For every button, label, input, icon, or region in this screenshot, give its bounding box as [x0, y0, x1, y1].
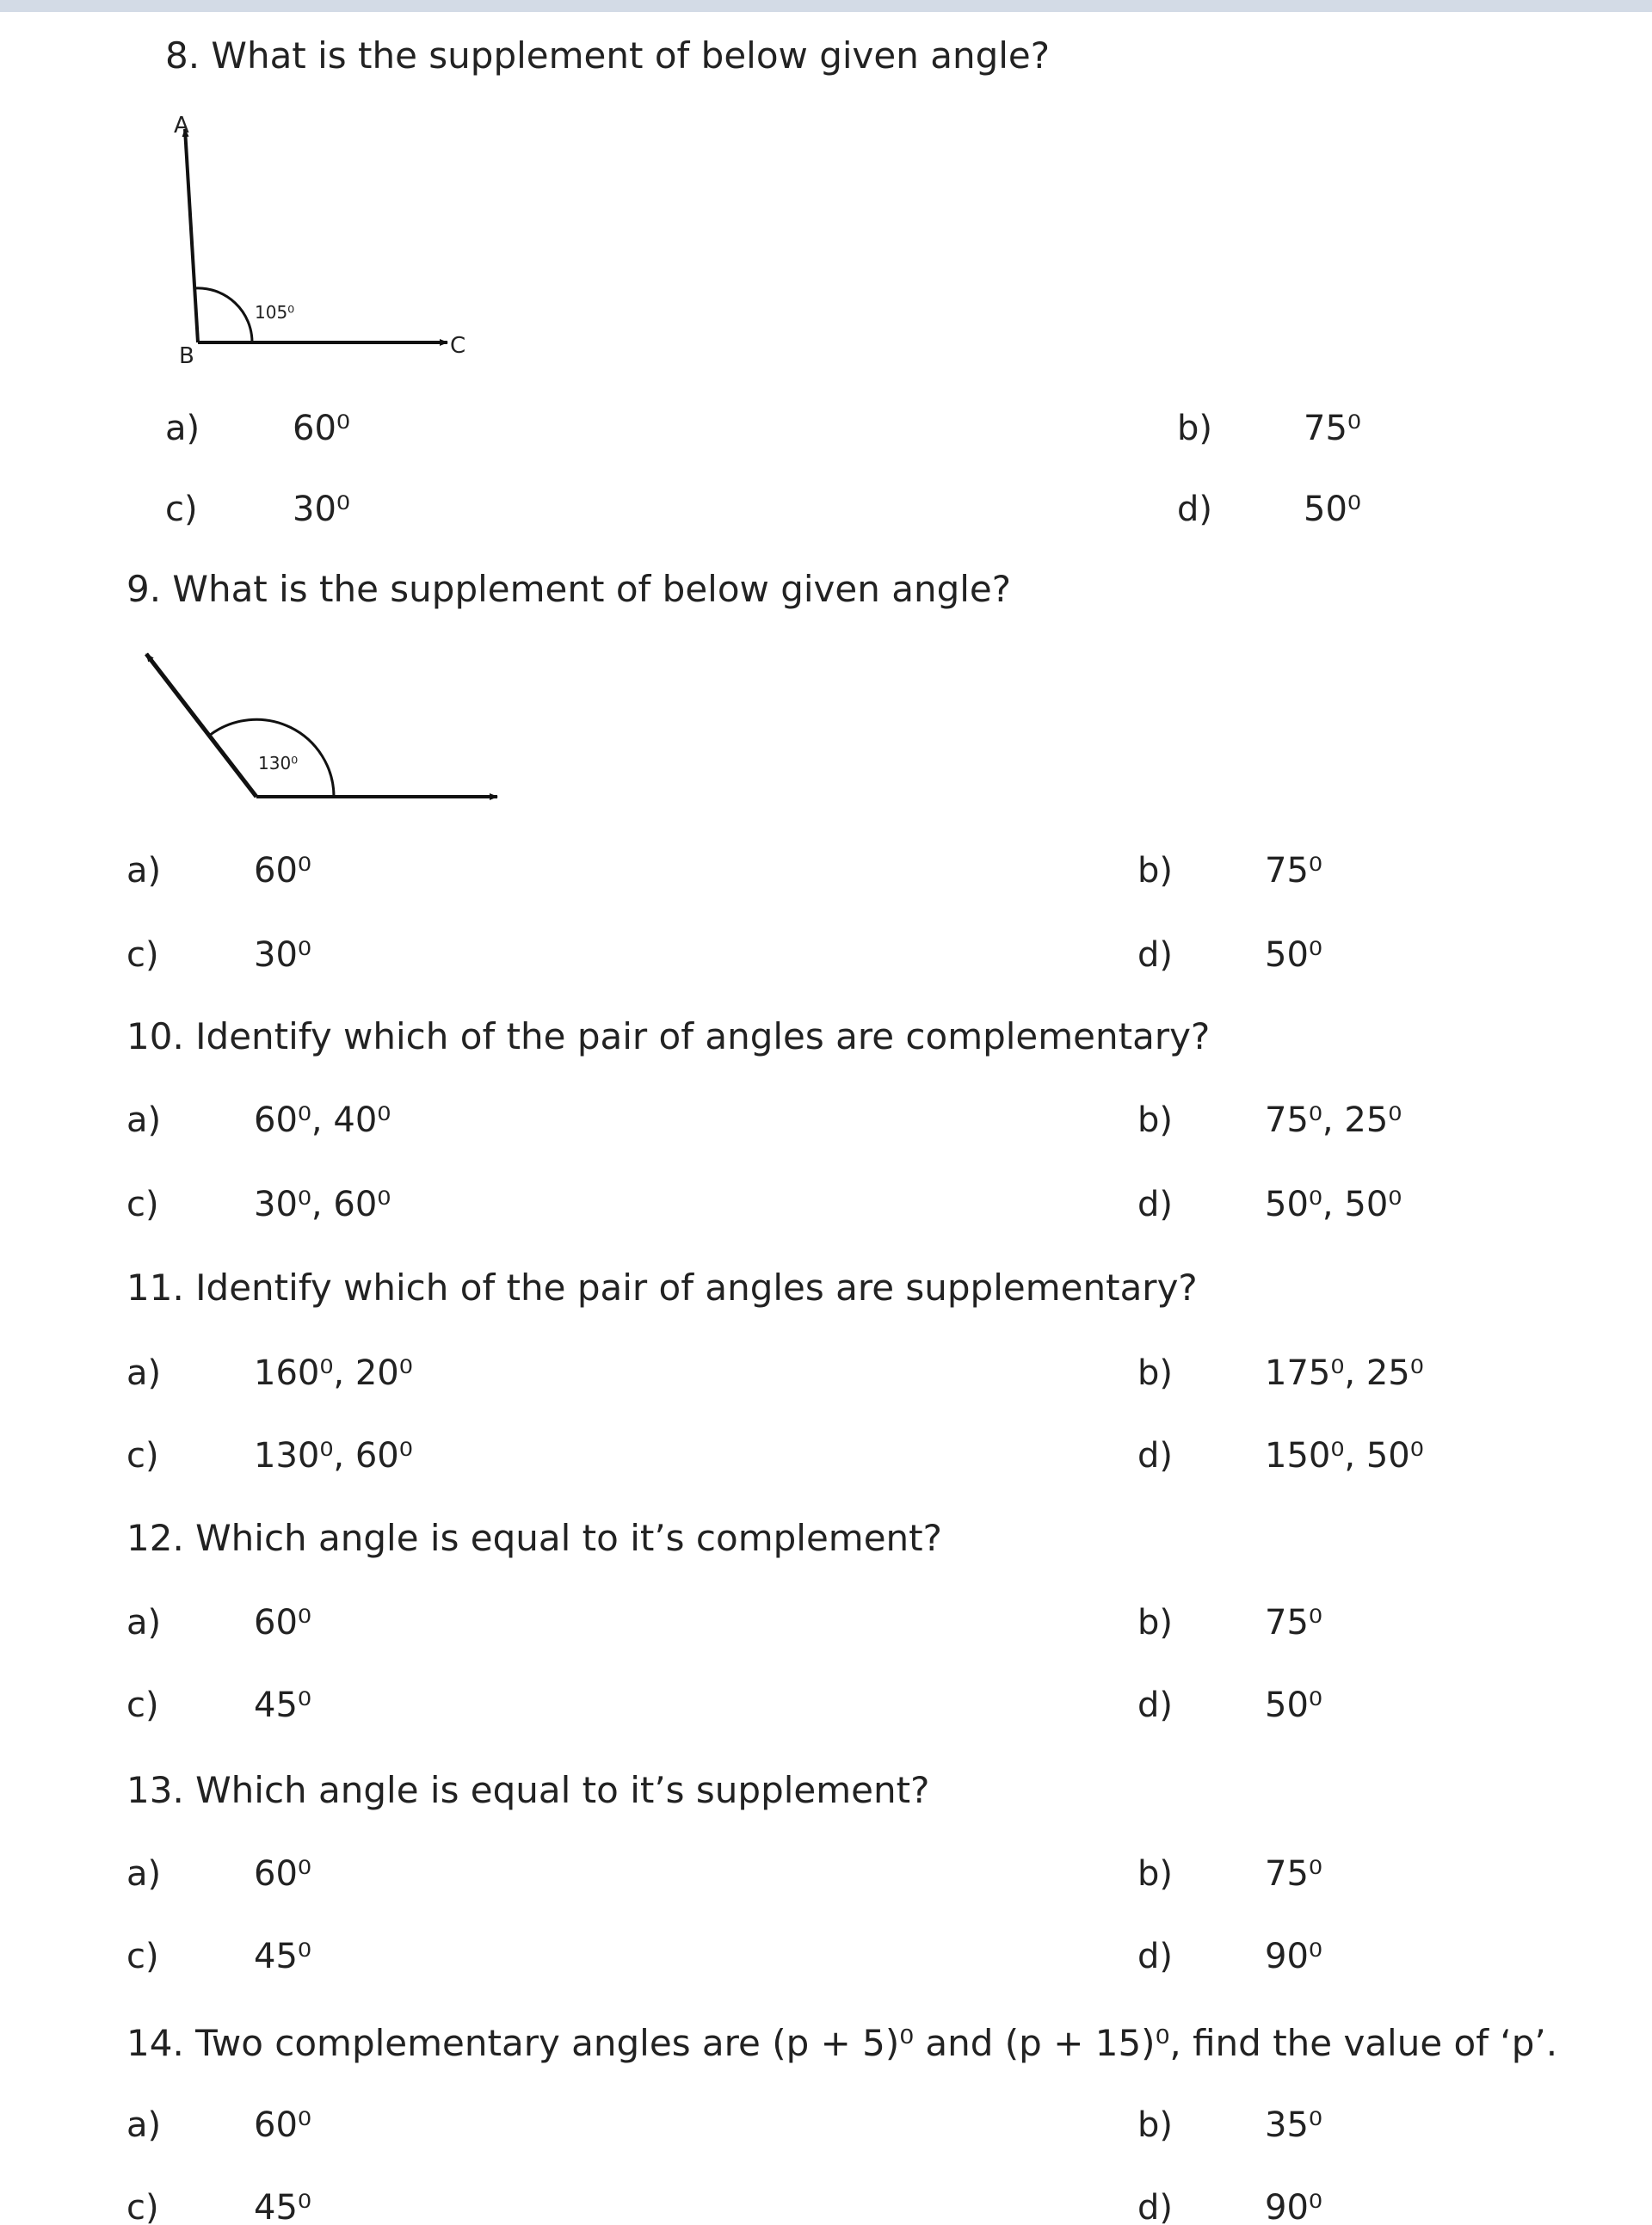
q10-option-a-value: 60⁰, 40⁰	[254, 1100, 391, 1140]
q9-option-a-value: 60⁰	[254, 851, 311, 891]
question-9-text: 9. What is the supplement of below given angle?	[126, 568, 1012, 610]
q12-option-b-value: 75⁰	[1265, 1603, 1322, 1643]
point-label-a: A	[174, 113, 189, 139]
q8-option-b-letter: b)	[1177, 409, 1212, 448]
q12-option-c-value: 45⁰	[254, 1686, 311, 1725]
q8-option-d-letter: d)	[1177, 490, 1212, 529]
q9-option-b-value: 75⁰	[1265, 851, 1322, 891]
question-14-text: 14. Two complementary angles are (p + 5)⁰ and (p + 15)⁰, find the value of ‘p’.	[126, 2022, 1558, 2064]
q13-option-d-value: 90⁰	[1265, 1937, 1322, 1976]
q11-option-a-letter: a)	[126, 1353, 162, 1393]
q13-option-c-letter: c)	[126, 1937, 159, 1976]
question-9-angle-figure	[129, 645, 516, 817]
question-10-text: 10. Identify which of the pair of angles are complementary?	[126, 1015, 1211, 1057]
q9-option-d-letter: d)	[1137, 935, 1173, 975]
q12-option-b-letter: b)	[1137, 1603, 1173, 1643]
q10-option-d-value: 50⁰, 50⁰	[1265, 1185, 1402, 1224]
q14-option-c-letter: c)	[126, 2188, 159, 2225]
q13-option-a-letter: a)	[126, 1854, 162, 1894]
q8-option-a-letter: a)	[165, 409, 200, 448]
ray-ba	[185, 129, 198, 342]
point-label-b: B	[179, 343, 194, 369]
q11-option-c-value: 130⁰, 60⁰	[254, 1436, 413, 1476]
q14-option-a-value: 60⁰	[254, 2105, 311, 2145]
q11-option-d-letter: d)	[1137, 1436, 1173, 1476]
q8-option-b-value: 75⁰	[1304, 409, 1361, 448]
q14-option-a-letter: a)	[126, 2105, 162, 2145]
q10-option-a-letter: a)	[126, 1100, 162, 1140]
q14-option-c-value: 45⁰	[254, 2188, 311, 2225]
ray-left	[146, 654, 256, 797]
q13-option-b-letter: b)	[1137, 1854, 1173, 1894]
q12-option-c-letter: c)	[126, 1686, 159, 1725]
q13-option-b-value: 75⁰	[1265, 1854, 1322, 1894]
q14-option-b-value: 35⁰	[1265, 2105, 1322, 2145]
q14-option-b-letter: b)	[1137, 2105, 1173, 2145]
question-12-text: 12. Which angle is equal to it’s complement?	[126, 1517, 942, 1559]
q12-option-d-letter: d)	[1137, 1686, 1173, 1725]
q13-option-d-letter: d)	[1137, 1937, 1173, 1976]
q11-option-d-value: 150⁰, 50⁰	[1265, 1436, 1424, 1476]
q9-option-b-letter: b)	[1137, 851, 1173, 891]
top-border-bar	[0, 0, 1652, 12]
q10-option-b-value: 75⁰, 25⁰	[1265, 1100, 1402, 1140]
question-13-text: 13. Which angle is equal to it’s supplement?	[126, 1769, 930, 1811]
angle-label-105: 105⁰	[255, 302, 295, 323]
q9-option-d-value: 50⁰	[1265, 935, 1322, 975]
q12-option-a-value: 60⁰	[254, 1603, 311, 1643]
question-8-text: 8. What is the supplement of below given angle?	[165, 34, 1051, 77]
q9-option-a-letter: a)	[126, 851, 162, 891]
q12-option-d-value: 50⁰	[1265, 1686, 1322, 1725]
point-label-c: C	[450, 333, 466, 359]
q9-option-c-value: 30⁰	[254, 935, 311, 975]
q8-option-d-value: 50⁰	[1304, 490, 1361, 529]
q11-option-a-value: 160⁰, 20⁰	[254, 1353, 413, 1393]
q9-option-c-letter: c)	[126, 935, 159, 975]
q11-option-b-letter: b)	[1137, 1353, 1173, 1393]
q10-option-d-letter: d)	[1137, 1185, 1173, 1224]
question-11-text: 11. Identify which of the pair of angles are supplementary?	[126, 1267, 1198, 1309]
q10-option-c-letter: c)	[126, 1185, 159, 1224]
q10-option-b-letter: b)	[1137, 1100, 1173, 1140]
q11-option-c-letter: c)	[126, 1436, 159, 1476]
question-8-angle-figure	[155, 103, 499, 379]
q10-option-c-value: 30⁰, 60⁰	[254, 1185, 391, 1224]
q13-option-a-value: 60⁰	[254, 1854, 311, 1894]
q14-option-d-value: 90⁰	[1265, 2188, 1322, 2225]
angle-label-130: 130⁰	[258, 753, 299, 774]
q8-option-c-value: 30⁰	[293, 490, 350, 529]
angle-arc-105	[194, 288, 252, 342]
q8-option-c-letter: c)	[165, 490, 198, 529]
q14-option-d-letter: d)	[1137, 2188, 1173, 2225]
q12-option-a-letter: a)	[126, 1603, 162, 1643]
q13-option-c-value: 45⁰	[254, 1937, 311, 1976]
q8-option-a-value: 60⁰	[293, 409, 350, 448]
q11-option-b-value: 175⁰, 25⁰	[1265, 1353, 1424, 1393]
